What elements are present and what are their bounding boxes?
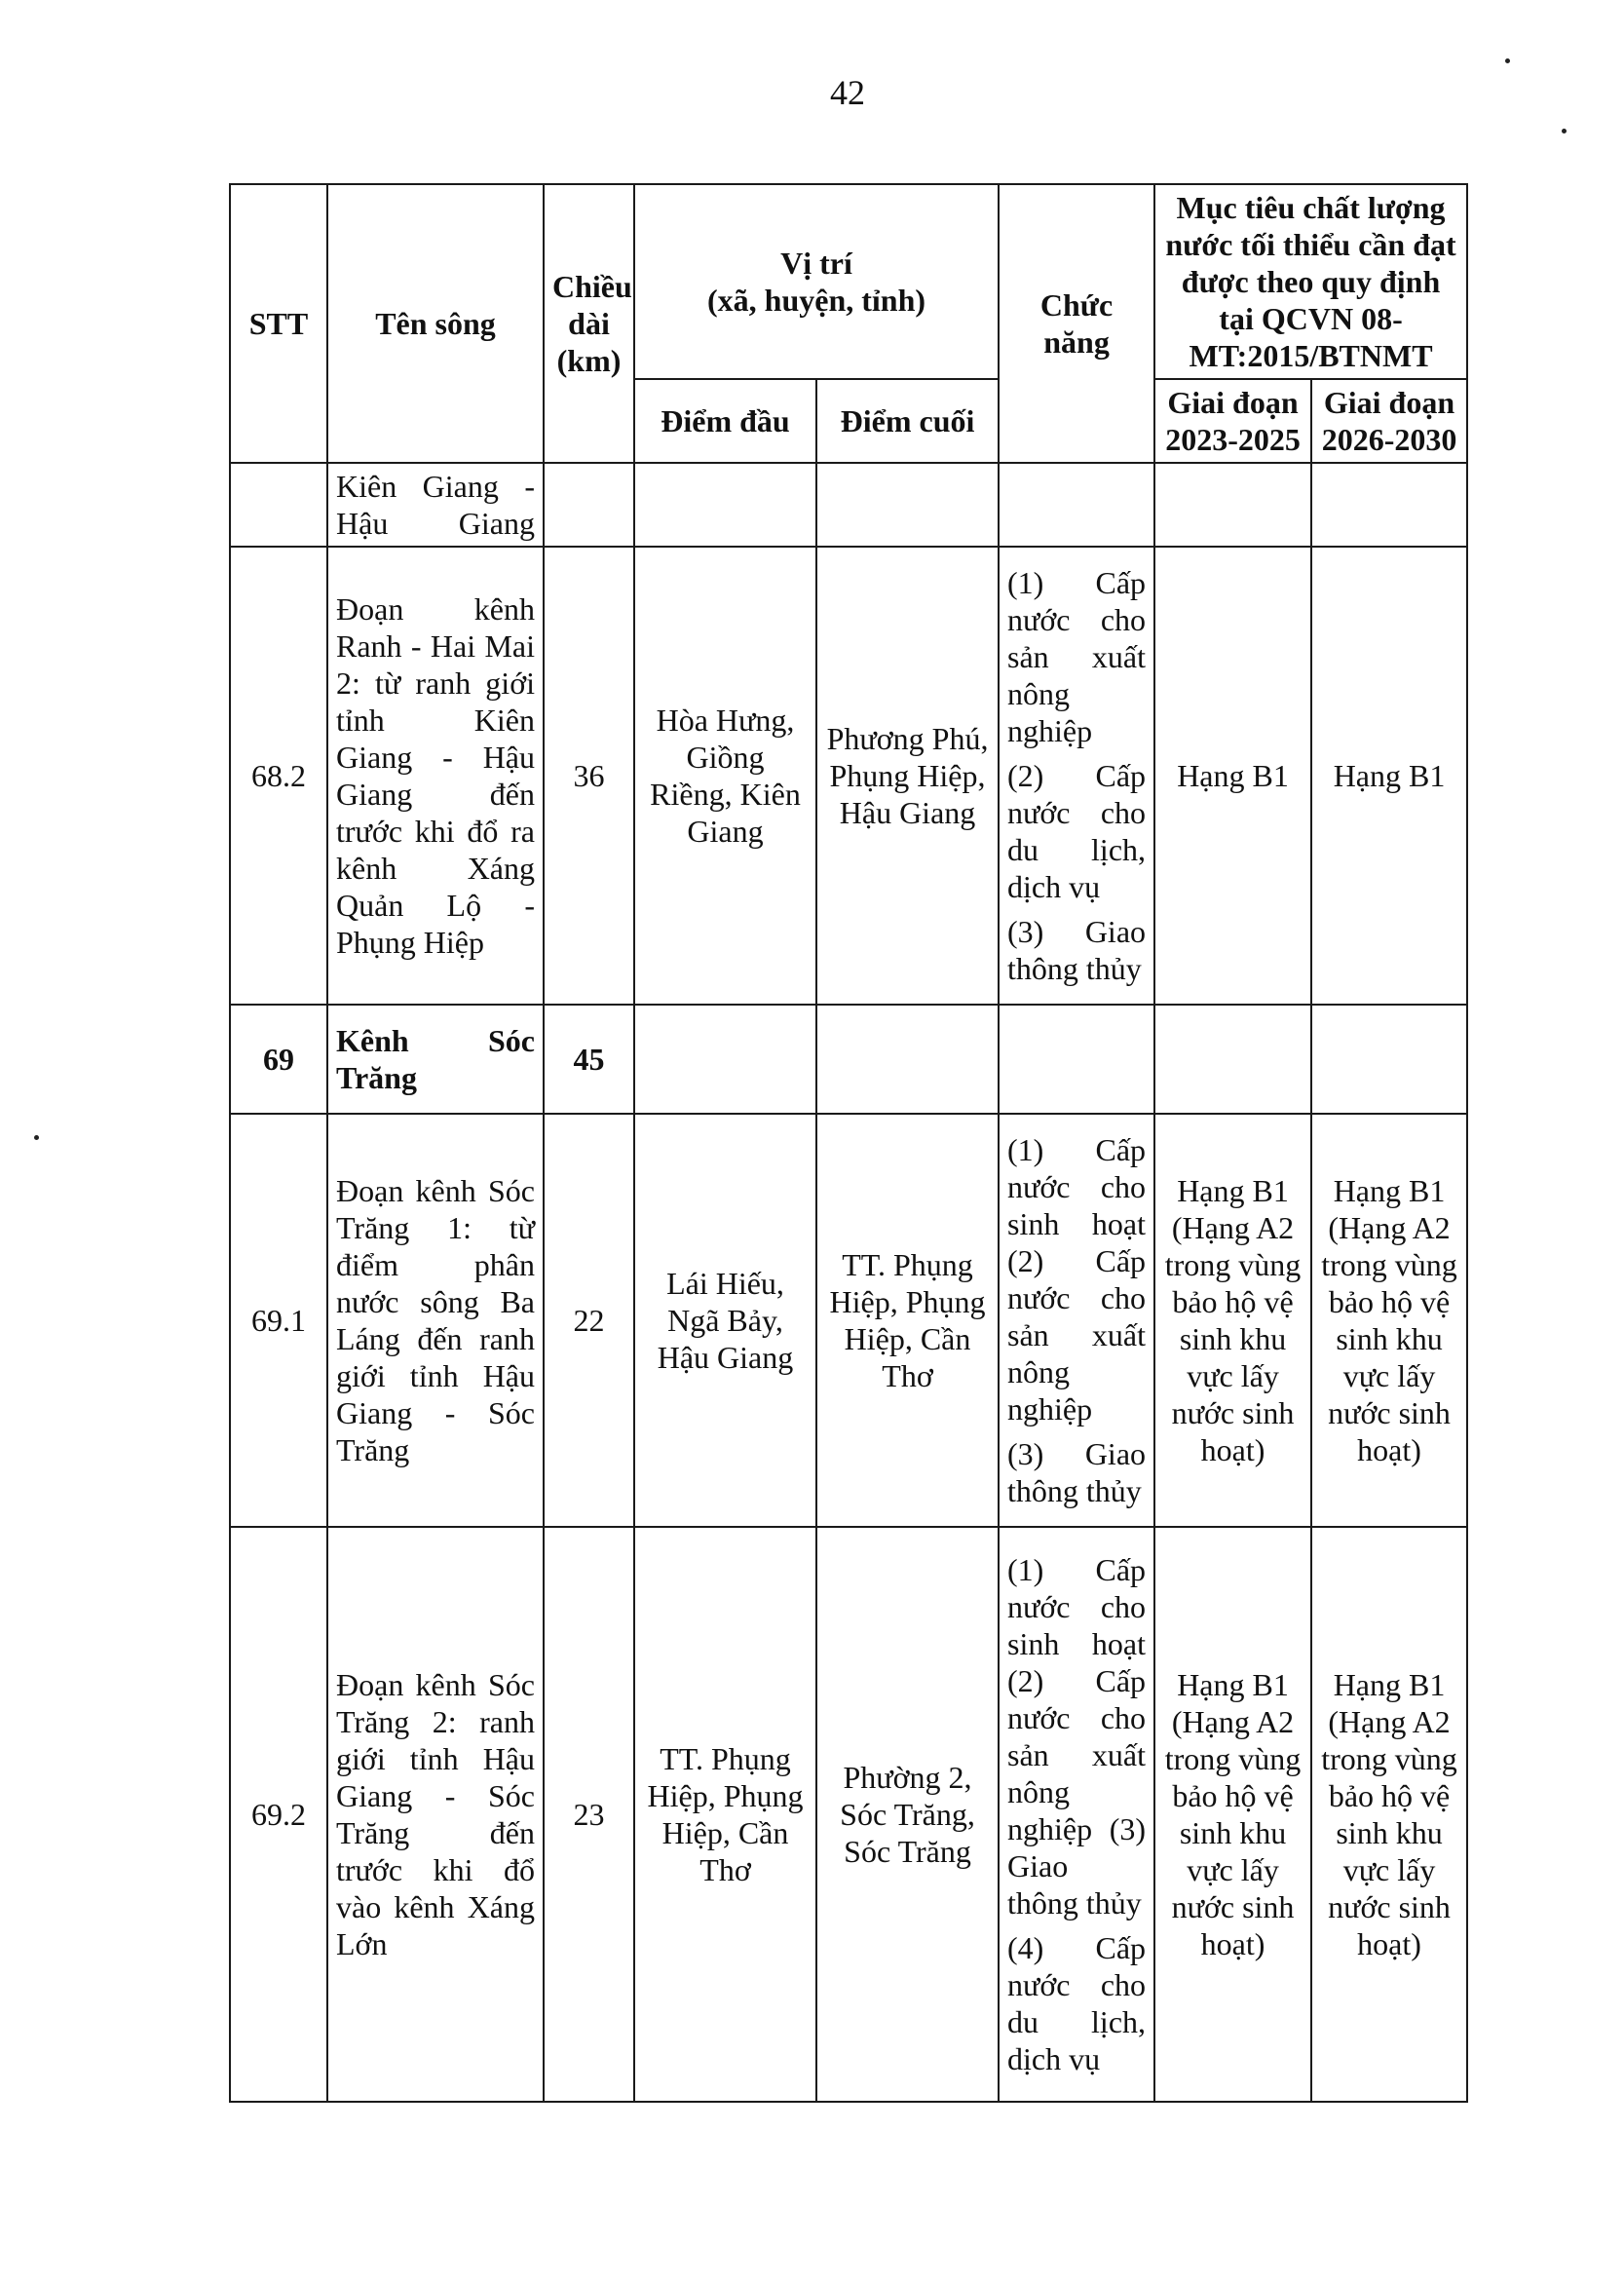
cell-length (544, 463, 634, 547)
header-phase-2: Giai đoạn 2026-2030 (1311, 379, 1467, 463)
cell-phase-2 (1311, 1005, 1467, 1114)
scan-speck (1505, 58, 1510, 63)
header-function: Chức năng (999, 184, 1154, 463)
page-number: 42 (830, 73, 865, 112)
function-item: (4) Cấp nước cho du lịch, dịch vụ (1007, 1930, 1147, 2076)
cell-start: Hòa Hưng, Giồng Riềng, Kiên Giang (634, 547, 816, 1005)
cell-function (999, 1005, 1154, 1114)
function-item: (1) Cấp nước cho sản xuất nông nghiệp (1007, 565, 1147, 748)
cell-phase-1: Hạng B1 (Hạng A2 trong vùng bảo hộ vệ sinh khu vực lấy nước sinh hoạt) (1154, 1114, 1311, 1527)
header-location (634, 184, 999, 379)
table-row (230, 547, 1467, 1005)
cell-start: TT. Phụng Hiệp, Phụng Hiệp, Cần Thơ (634, 1527, 816, 2102)
cell-river-name: Đoạn kênh Ranh - Hai Mai 2: từ ranh giới tỉnh Kiên Giang - Hậu Giang đến trước khi đổ ra kênh Xáng Quản Lộ - Phụng Hiệp (327, 547, 544, 1005)
function-item: (2) Cấp nước cho du lịch, dịch vụ (1007, 758, 1147, 904)
cell-stt: 69.1 (230, 1114, 327, 1527)
cell-phase-2: Hạng B1 (1311, 547, 1467, 1005)
function-item: (3) Giao thông thủy (1007, 1436, 1147, 1508)
water-quality-table (229, 183, 1468, 2103)
cell-start (634, 463, 816, 547)
cell-phase-2: Hạng B1 (Hạng A2 trong vùng bảo hộ vệ sinh khu vực lấy nước sinh hoạt) (1311, 1527, 1467, 2102)
cell-start: Lái Hiếu, Ngã Bảy, Hậu Giang (634, 1114, 816, 1527)
cell-function (999, 1527, 1154, 2102)
cell-length: 23 (544, 1527, 634, 2102)
table-row (230, 1114, 1467, 1527)
cell-length: 36 (544, 547, 634, 1005)
cell-river-name: Kênh Sóc Trăng (327, 1005, 544, 1114)
cell-stt (230, 463, 327, 547)
function-item: (1) Cấp nước cho sinh hoạt (2) Cấp nước cho sản xuất nông nghiệp (1007, 1132, 1147, 1426)
header-length: Chiều dài (km) (544, 184, 634, 463)
cell-phase-2 (1311, 463, 1467, 547)
scan-speck (1562, 129, 1567, 133)
scan-speck (34, 1135, 39, 1140)
cell-phase-1: Hạng B1 (Hạng A2 trong vùng bảo hộ vệ sinh khu vực lấy nước sinh hoạt) (1154, 1527, 1311, 2102)
header-start-point: Điểm đầu (634, 379, 816, 463)
cell-stt: 69 (230, 1005, 327, 1114)
header-end-point: Điểm cuối (816, 379, 999, 463)
cell-length: 22 (544, 1114, 634, 1527)
header-river-name: Tên sông (327, 184, 544, 463)
cell-phase-1 (1154, 1005, 1311, 1114)
header-location-sub: (xã, huyện, tỉnh) (706, 283, 926, 318)
cell-river-name: Kiên Giang - Hậu Giang (327, 463, 544, 547)
cell-river-name: Đoạn kênh Sóc Trăng 2: ranh giới tỉnh Hậu Giang - Sóc Trăng đến trước khi đổ vào kênh Xáng Lớn (327, 1527, 544, 2102)
header-stt: STT (230, 184, 327, 463)
table-row (230, 1527, 1467, 2102)
cell-end: TT. Phụng Hiệp, Phụng Hiệp, Cần Thơ (816, 1114, 999, 1527)
cell-end: Phương Phú, Phụng Hiệp, Hậu Giang (816, 547, 999, 1005)
header-phase-1: Giai đoạn 2023-2025 (1154, 379, 1311, 463)
function-item: (3) Giao thông thủy (1007, 914, 1147, 986)
header-location-title: Vị trí (780, 246, 852, 281)
cell-stt: 69.2 (230, 1527, 327, 2102)
header-row-1 (230, 184, 1467, 379)
table-row (230, 463, 1467, 547)
cell-phase-1 (1154, 463, 1311, 547)
cell-stt: 68.2 (230, 547, 327, 1005)
header-target: Mục tiêu chất lượng nước tối thiểu cần đạt được theo quy định tại QCVN 08-MT:2015/BTNMT (1154, 184, 1467, 379)
cell-function (999, 1114, 1154, 1527)
cell-end (816, 463, 999, 547)
cell-end (816, 1005, 999, 1114)
cell-phase-1: Hạng B1 (1154, 547, 1311, 1005)
cell-end: Phường 2, Sóc Trăng, Sóc Trăng (816, 1527, 999, 2102)
cell-function (999, 463, 1154, 547)
cell-length: 45 (544, 1005, 634, 1114)
cell-phase-2: Hạng B1 (Hạng A2 trong vùng bảo hộ vệ sinh khu vực lấy nước sinh hoạt) (1311, 1114, 1467, 1527)
cell-river-name: Đoạn kênh Sóc Trăng 1: từ điểm phân nước sông Ba Láng đến ranh giới tỉnh Hậu Giang - Sóc Trăng (327, 1114, 544, 1527)
table-row (230, 1005, 1467, 1114)
cell-start (634, 1005, 816, 1114)
cell-function (999, 547, 1154, 1005)
function-item: (1) Cấp nước cho sinh hoạt (2) Cấp nước cho sản xuất nông nghiệp (3) Giao thông thủy (1007, 1552, 1147, 1921)
